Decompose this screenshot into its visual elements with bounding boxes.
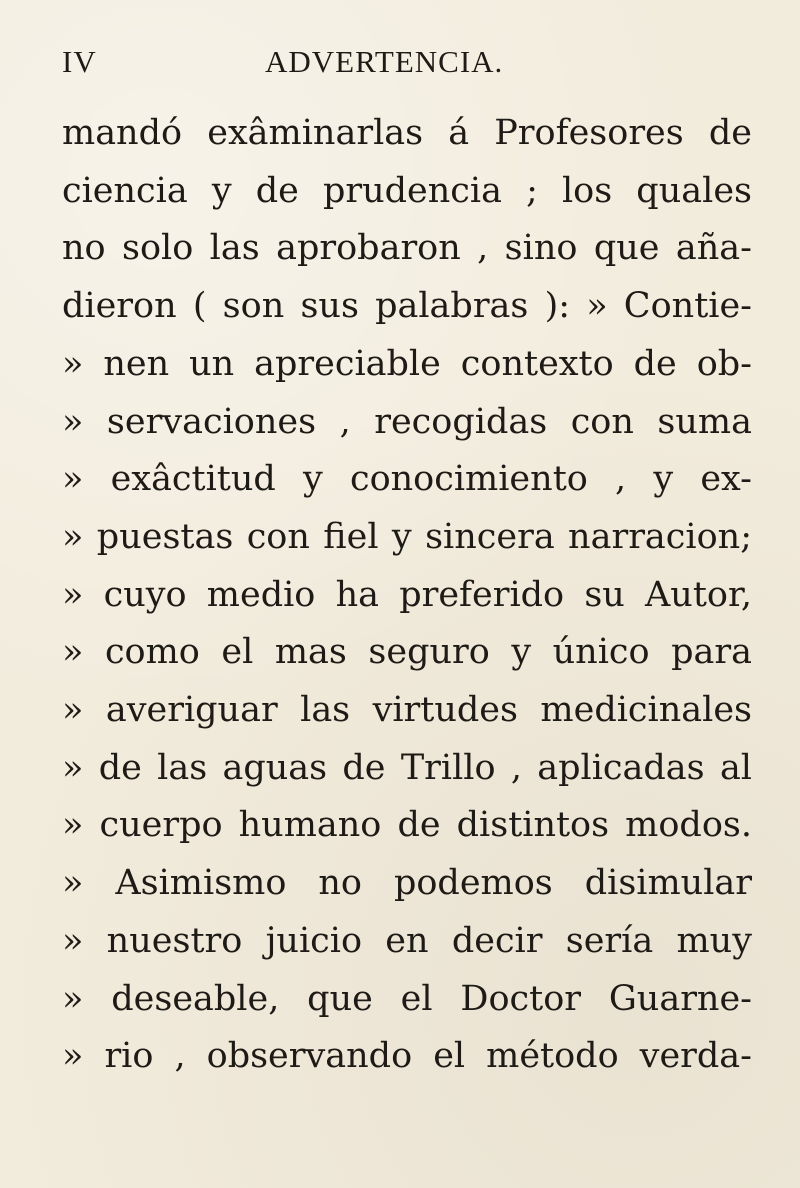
text-line: dieron ( son sus palabras ): » Contie- (62, 286, 752, 327)
running-head: ADVERTENCIA. (265, 44, 504, 79)
text-line: » como el mas seguro y único para (62, 632, 752, 673)
text-line: mandó exâminarlas á Profesores de (62, 113, 752, 153)
text-line: » puestas con fiel y sincera narracion; (62, 516, 752, 557)
text-line: » cuerpo humano de distintos modos. (62, 805, 752, 846)
body-text (62, 105, 752, 1086)
page-number: IV (62, 44, 97, 79)
text-line: » Asimismo no podemos disimular (62, 863, 752, 904)
page-header (62, 44, 762, 92)
text-line: » averiguar las virtudes medicinales (62, 690, 752, 731)
text-line: no solo las aprobaron , sino que aña- (62, 228, 752, 269)
text-line: » nen un apreciable contexto de ob- (62, 343, 752, 384)
text-line: » de las aguas de Trillo , aplicadas al (62, 747, 752, 788)
text-line: ciencia y de prudencia ; los quales (62, 170, 752, 211)
text-line: » deseable, que el Doctor Guarne- (62, 978, 752, 1019)
text-line: » servaciones , recogidas con suma (62, 401, 752, 442)
text-line: » rio , observando el método verda- (62, 1036, 752, 1077)
text-line: » cuyo medio ha preferido su Autor, (62, 574, 752, 615)
text-line: » nuestro juicio en decir sería muy (62, 920, 752, 961)
text-line: » exâctitud y conocimiento , y ex- (62, 459, 752, 500)
